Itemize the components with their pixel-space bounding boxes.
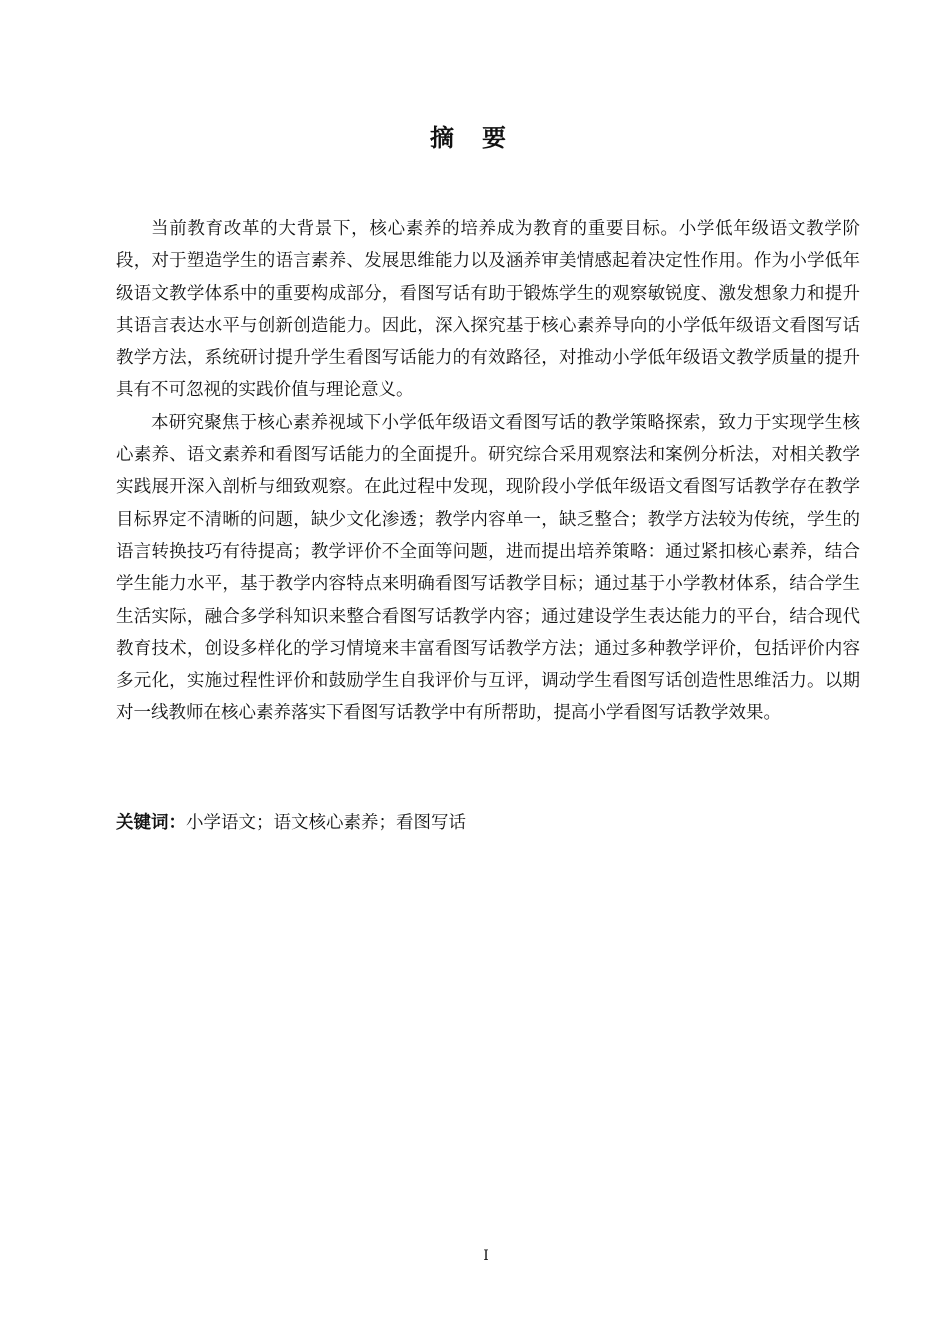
abstract-title: 摘要 xyxy=(430,124,534,152)
page-number: I xyxy=(483,1248,489,1264)
abstract-body xyxy=(116,213,860,730)
keywords-label: 关键词： xyxy=(116,813,186,833)
keywords-text: 小学语文；语文核心素养；看图写话 xyxy=(186,813,466,833)
abstract-paragraph-2: 本研究聚焦于核心素养视域下小学低年级语文看图写话的教学策略探索，致力于实现学生核心素养、语文素养和看图写话能力的全面提升。研究综合采用观察法和案例分析法，对相关教学实践展开深入剖析与细致观察。在此过程中发现，现阶段小学低年级语文看图写话教学存在教学目标界定不清晰的问题，缺少文化渗透；教学内容单一，缺乏整合；教学方法较为传统，学生的语言转换技巧有待提高；教学评价不全面等问题，进而提出培养策略：通过紧扣核心素养，结合学生能力水平，基于教学内容特点来明确看图写话教学目标；通过基于小学教材体系，结合学生生活实际，融合多学科知识来整合看图写话教学内容；通过建设学生表达能力的平台，结合现代教育技术，创设多样化的学习情境来丰富看图写话教学方法；通过多种教学评价，包括评价内容多元化，实施过程性评价和鼓励学生自我评价与互评，调动学生看图写话创造性思维活力。以期对一线教师在核心素养落实下看图写话教学中有所帮助，提高小学看图写话教学效果。 xyxy=(116,412,860,724)
abstract-paragraph-1: 当前教育改革的大背景下，核心素养的培养成为教育的重要目标。小学低年级语文教学阶段，对于塑造学生的语言素养、发展思维能力以及涵养审美情感起着决定性作用。作为小学低年级语文教学体系中的重要构成部分，看图写话有助于锻炼学生的观察敏锐度、激发想象力和提升其语言表达水平与创新创造能力。因此，深入探究基于核心素养导向的小学低年级语文看图写话教学方法，系统研讨提升学生看图写话能力的有效路径，对推动小学低年级语文教学质量的提升具有不可忽视的实践价值与理论意义。 xyxy=(116,219,860,401)
keywords-line xyxy=(116,807,860,839)
